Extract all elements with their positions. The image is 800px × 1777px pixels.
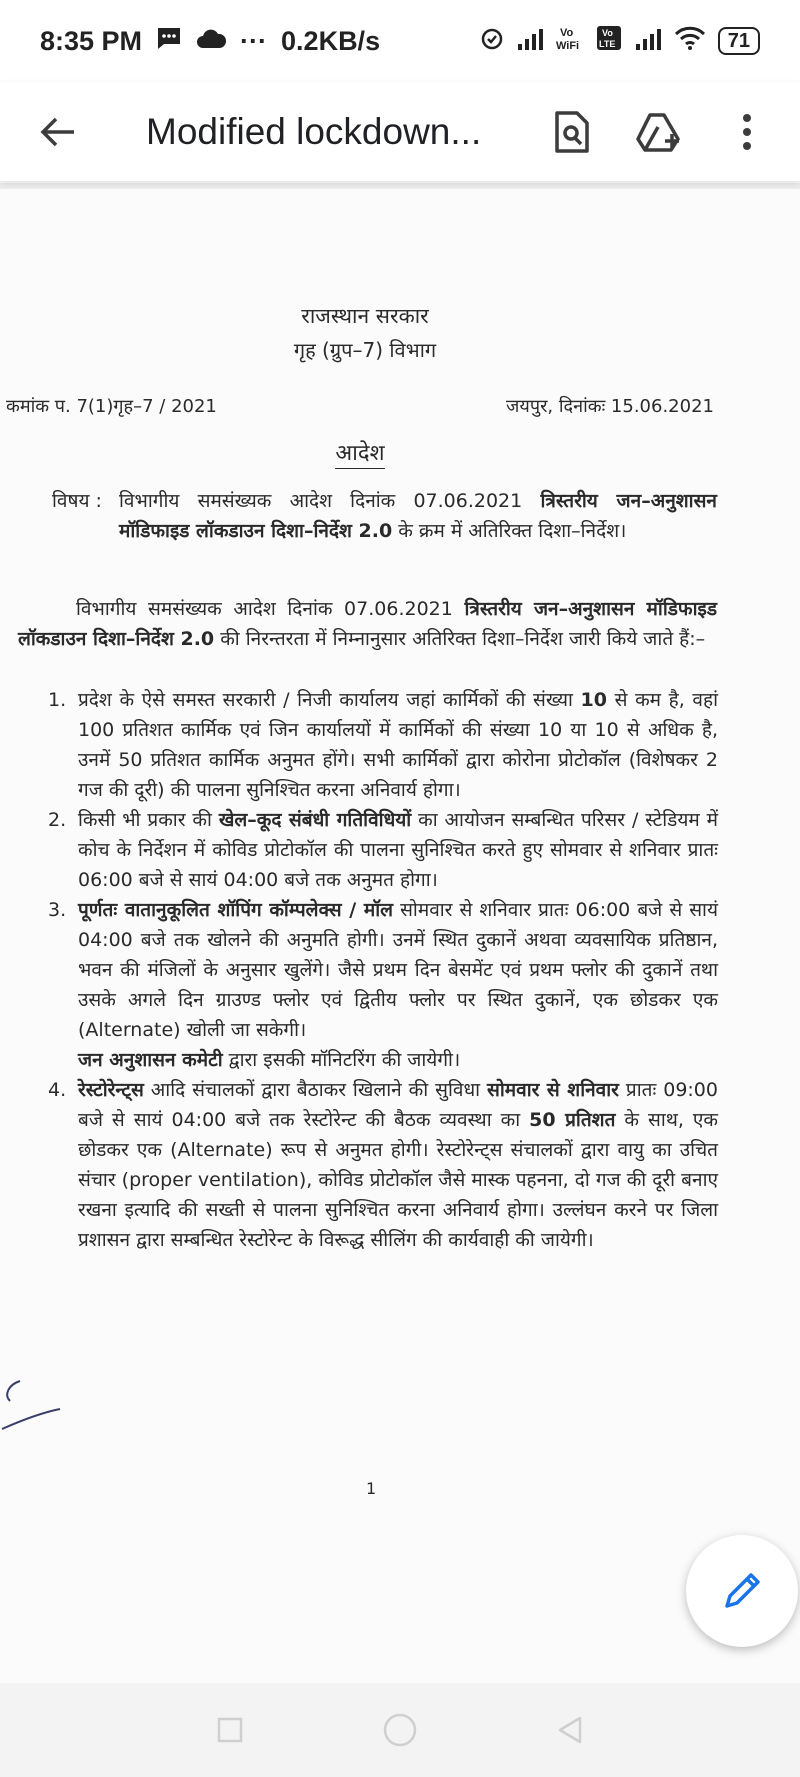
- add-to-drive-button[interactable]: [630, 103, 688, 161]
- triangle-back-icon: [557, 1716, 583, 1744]
- status-time: 8:35 PM: [40, 25, 143, 56]
- vowifi-icon: [556, 25, 584, 58]
- signal-icon-2: [634, 26, 662, 57]
- subject: विषय : विभागीय समसंख्यक आदेश दिनांक 07.06.2021 त्रिस्तरीय जन–अनुशासन मॉडिफाइड लॉकडाउन दिशा–निर्देश 2.0 के क्रम में अतिरिक्त दिशा–निर्देश।: [52, 486, 717, 546]
- reference-number: कमांक प. 7(1)गृह–7 / 2021: [6, 396, 217, 417]
- list-item: 3. पूर्णतः वातानुकूलित शॉपिंग कॉम्पलेक्स / मॉल सोमवार से शनिवार प्रातः 06:00 बजे से सायं 04:00 बजे तक खोलने की अनुमति होगी। उनमें स्थित दुकानें अथवा व्यवसायिक प्रतिष्ठान, भवन की मंजिलों के अनुसार खुलेंगे। जैसे प्रथम दिन बेसमेंट एवं प्रथम फ्लोर की दुकानें तथा उसके अगले दिन ग्राउण्ड फ्लोर एवं द्वितीय फ्लोर पर स्थित दुकानें, एक छोडकर एक (Alternate) खोली जा सकेगी। जन अनुशासन कमेटी द्वारा इसकी मॉनिटरिंग की जायेगी।: [48, 899, 718, 1071]
- wifi-icon: [674, 26, 706, 57]
- department-heading: गृह (ग्रुप–7) विभाग: [293, 338, 437, 362]
- document-page: [0, 189, 800, 1683]
- alarm-icon: [480, 26, 504, 57]
- find-in-page-icon: [553, 111, 589, 153]
- intro-paragraph: विभागीय समसंख्यक आदेश दिनांक 07.06.2021 त्रिस्तरीय जन–अनुशासन मॉडिफाइड लॉकडाउन दिशा–निर्देश 2.0 की निरन्तरता में निम्नानुसार अतिरिक्त दिशा–निर्देश जारी किये जाते हैं:–: [18, 598, 717, 650]
- search-in-document-button[interactable]: [542, 103, 600, 161]
- document-title: Modified lockdown...: [146, 110, 482, 152]
- arrow-back-icon: [40, 116, 76, 148]
- document-viewer[interactable]: [0, 183, 800, 1683]
- svg-text:Vo: Vo: [559, 26, 573, 39]
- add-to-drive-icon: [636, 112, 682, 152]
- system-nav-bar: [0, 1683, 800, 1777]
- list-item: 4. रेस्टोरेन्ट्स आदि संचालकों द्वारा बैठाकर खिलाने की सुविधा सोमवार से शनिवार प्रातः 09:00 बजे से सायं 04:00 बजे तक रेस्टोरेन्ट की बैठक व्यवस्था का 50 प्रतिशत के साथ, एक छोडकर एक (Alternate) रूप से अनुमत होगी। रेस्टोरेन्ट्स संचालकों द्वारा वायु का उचित संचार (proper ventilation), कोविड प्रोटोकॉल जैसे मास्क पहनना, दो गज की दूरी बनाए रखना इत्यादि की सख्ती से पालना सुनिश्चित करना अनिवार्य होगा। उल्लंघन करने पर जिला प्रशासन द्वारा सम्बन्धित रेस्टोरेन्ट के विरूद्ध सीलिंग की कार्यवाही की जायेगी।: [48, 1079, 718, 1251]
- pencil-icon: [721, 1570, 763, 1612]
- place-date: जयपुर, दिनांकः 15.06.2021: [506, 396, 714, 417]
- list-item: 1. प्रदेश के ऐसे समस्त सरकारी / निजी कार्यालय जहां कार्मिकों की संख्या 10 से कम है, वहां 100 प्रतिशत कार्मिक एवं जिन कार्यालयों में कार्मिकों की संख्या 10 या 10 से अधिक है, उनमें 50 प्रतिशत कार्मिक अनुमत होंगे। सभी कार्मिकों द्वारा कोरोना प्रोटोकॉल (विशेषकर 2 गज की दूरी) की पालना सुनिश्चित करना अनिवार्य होगा।: [48, 689, 718, 801]
- order-title: आदेश: [0, 437, 720, 467]
- status-bar: [0, 0, 800, 82]
- signature-mark: [0, 1369, 70, 1439]
- more-vert-icon: [741, 112, 753, 152]
- page-number: 1: [366, 1479, 377, 1498]
- more-options-button[interactable]: [718, 103, 776, 161]
- list-item: 2. किसी भी प्रकार की खेल–कूद संबंधी गतिविधियों का आयोजन सम्बन्धित परिसर / स्टेडियम में कोच के निर्देशन में कोविड प्रोटोकॉल की पालना सुनिश्चित करते हुए सोमवार से शनिवार प्रातः 06:00 बजे से सायं 04:00 बजे तक अनुमत होगा।: [48, 809, 718, 891]
- app-bar: [0, 82, 800, 182]
- more-notifications-icon: ···: [240, 25, 268, 56]
- square-icon: [217, 1717, 243, 1743]
- reference-line: [6, 394, 714, 418]
- back-nav-button[interactable]: [550, 1710, 590, 1750]
- network-speed: 0.2KB/s: [281, 25, 381, 56]
- gov-heading: राजस्थान सरकार: [301, 304, 429, 328]
- signal-icon: [516, 26, 544, 57]
- volte-icon: [596, 25, 622, 58]
- message-icon: [156, 26, 182, 57]
- battery-level: 71: [718, 27, 760, 55]
- svg-text:Vo: Vo: [601, 27, 613, 38]
- circle-icon: [382, 1712, 418, 1748]
- subject-label: विषय :: [52, 490, 102, 512]
- recents-button[interactable]: [210, 1710, 250, 1750]
- svg-text:WiFi: WiFi: [555, 39, 579, 51]
- edit-button[interactable]: [686, 1535, 798, 1647]
- directive-list: [48, 685, 718, 1255]
- back-button[interactable]: [28, 102, 88, 162]
- svg-text:LTE: LTE: [598, 38, 616, 49]
- home-button[interactable]: [380, 1710, 420, 1750]
- cloud-icon: [196, 26, 226, 57]
